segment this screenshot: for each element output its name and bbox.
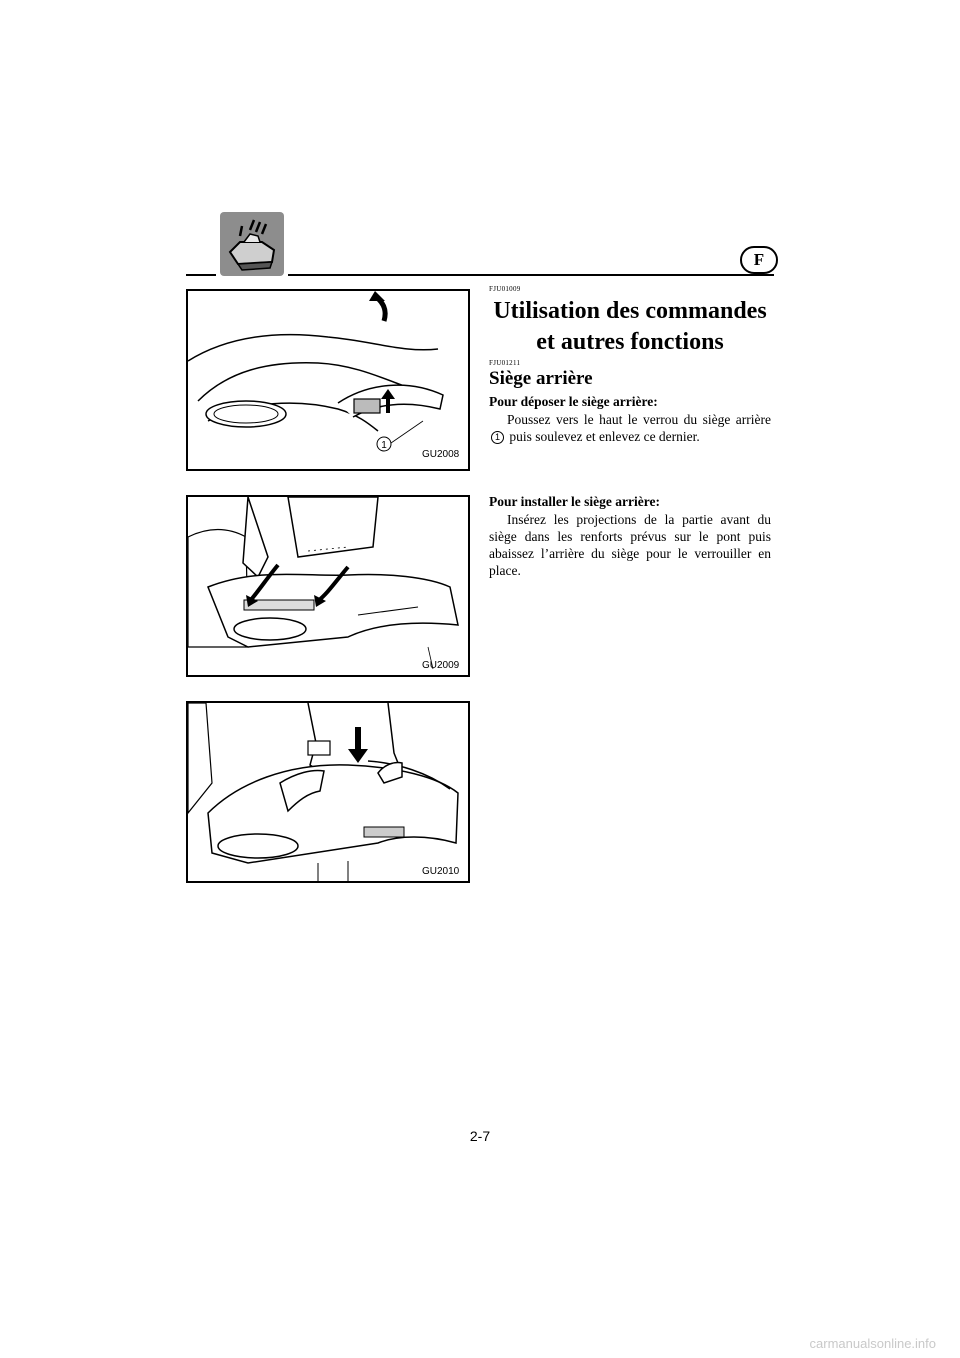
removal-lead: Pour déposer le siège arrière: — [489, 394, 658, 409]
section-code: FJU01009 — [489, 285, 521, 293]
install-lead: Pour installer le siège arrière: — [489, 494, 660, 509]
page-number: 2-7 — [469, 1128, 491, 1144]
removal-text-before: Poussez vers le haut le verrou du siège arrière — [507, 412, 771, 427]
removal-text-after: puis soulevez et enlevez ce dernier. — [509, 429, 700, 444]
watercraft-icon — [220, 212, 284, 276]
figure-callout: 1 — [381, 440, 387, 451]
header-rule-right — [288, 274, 774, 276]
subsection-code: FJU01211 — [489, 359, 521, 367]
figure-seat-press — [186, 701, 470, 883]
section-title: Utilisation des commandes et autres fonctions — [493, 298, 767, 355]
figure-seat-lock — [186, 289, 470, 471]
figure-label: GU2008 — [422, 449, 460, 460]
figure-seat-install — [186, 495, 470, 677]
watermark: carmanualsonline.info — [809, 1336, 936, 1351]
callout-marker: 1 — [491, 431, 504, 444]
figure-label: GU2009 — [422, 660, 460, 671]
section-icon — [220, 212, 284, 276]
removal-text — [489, 411, 771, 445]
language-badge: F — [740, 246, 778, 274]
header-rule-left — [186, 274, 216, 276]
subheading: Siège arrière — [489, 368, 593, 389]
install-text: Insérez les projections de la partie avant du siège dans les renforts prévus sur le pont puis abaissez l’arrière du siège pour le verrouiller en place. — [489, 512, 771, 578]
figure-label: GU2010 — [422, 866, 460, 877]
